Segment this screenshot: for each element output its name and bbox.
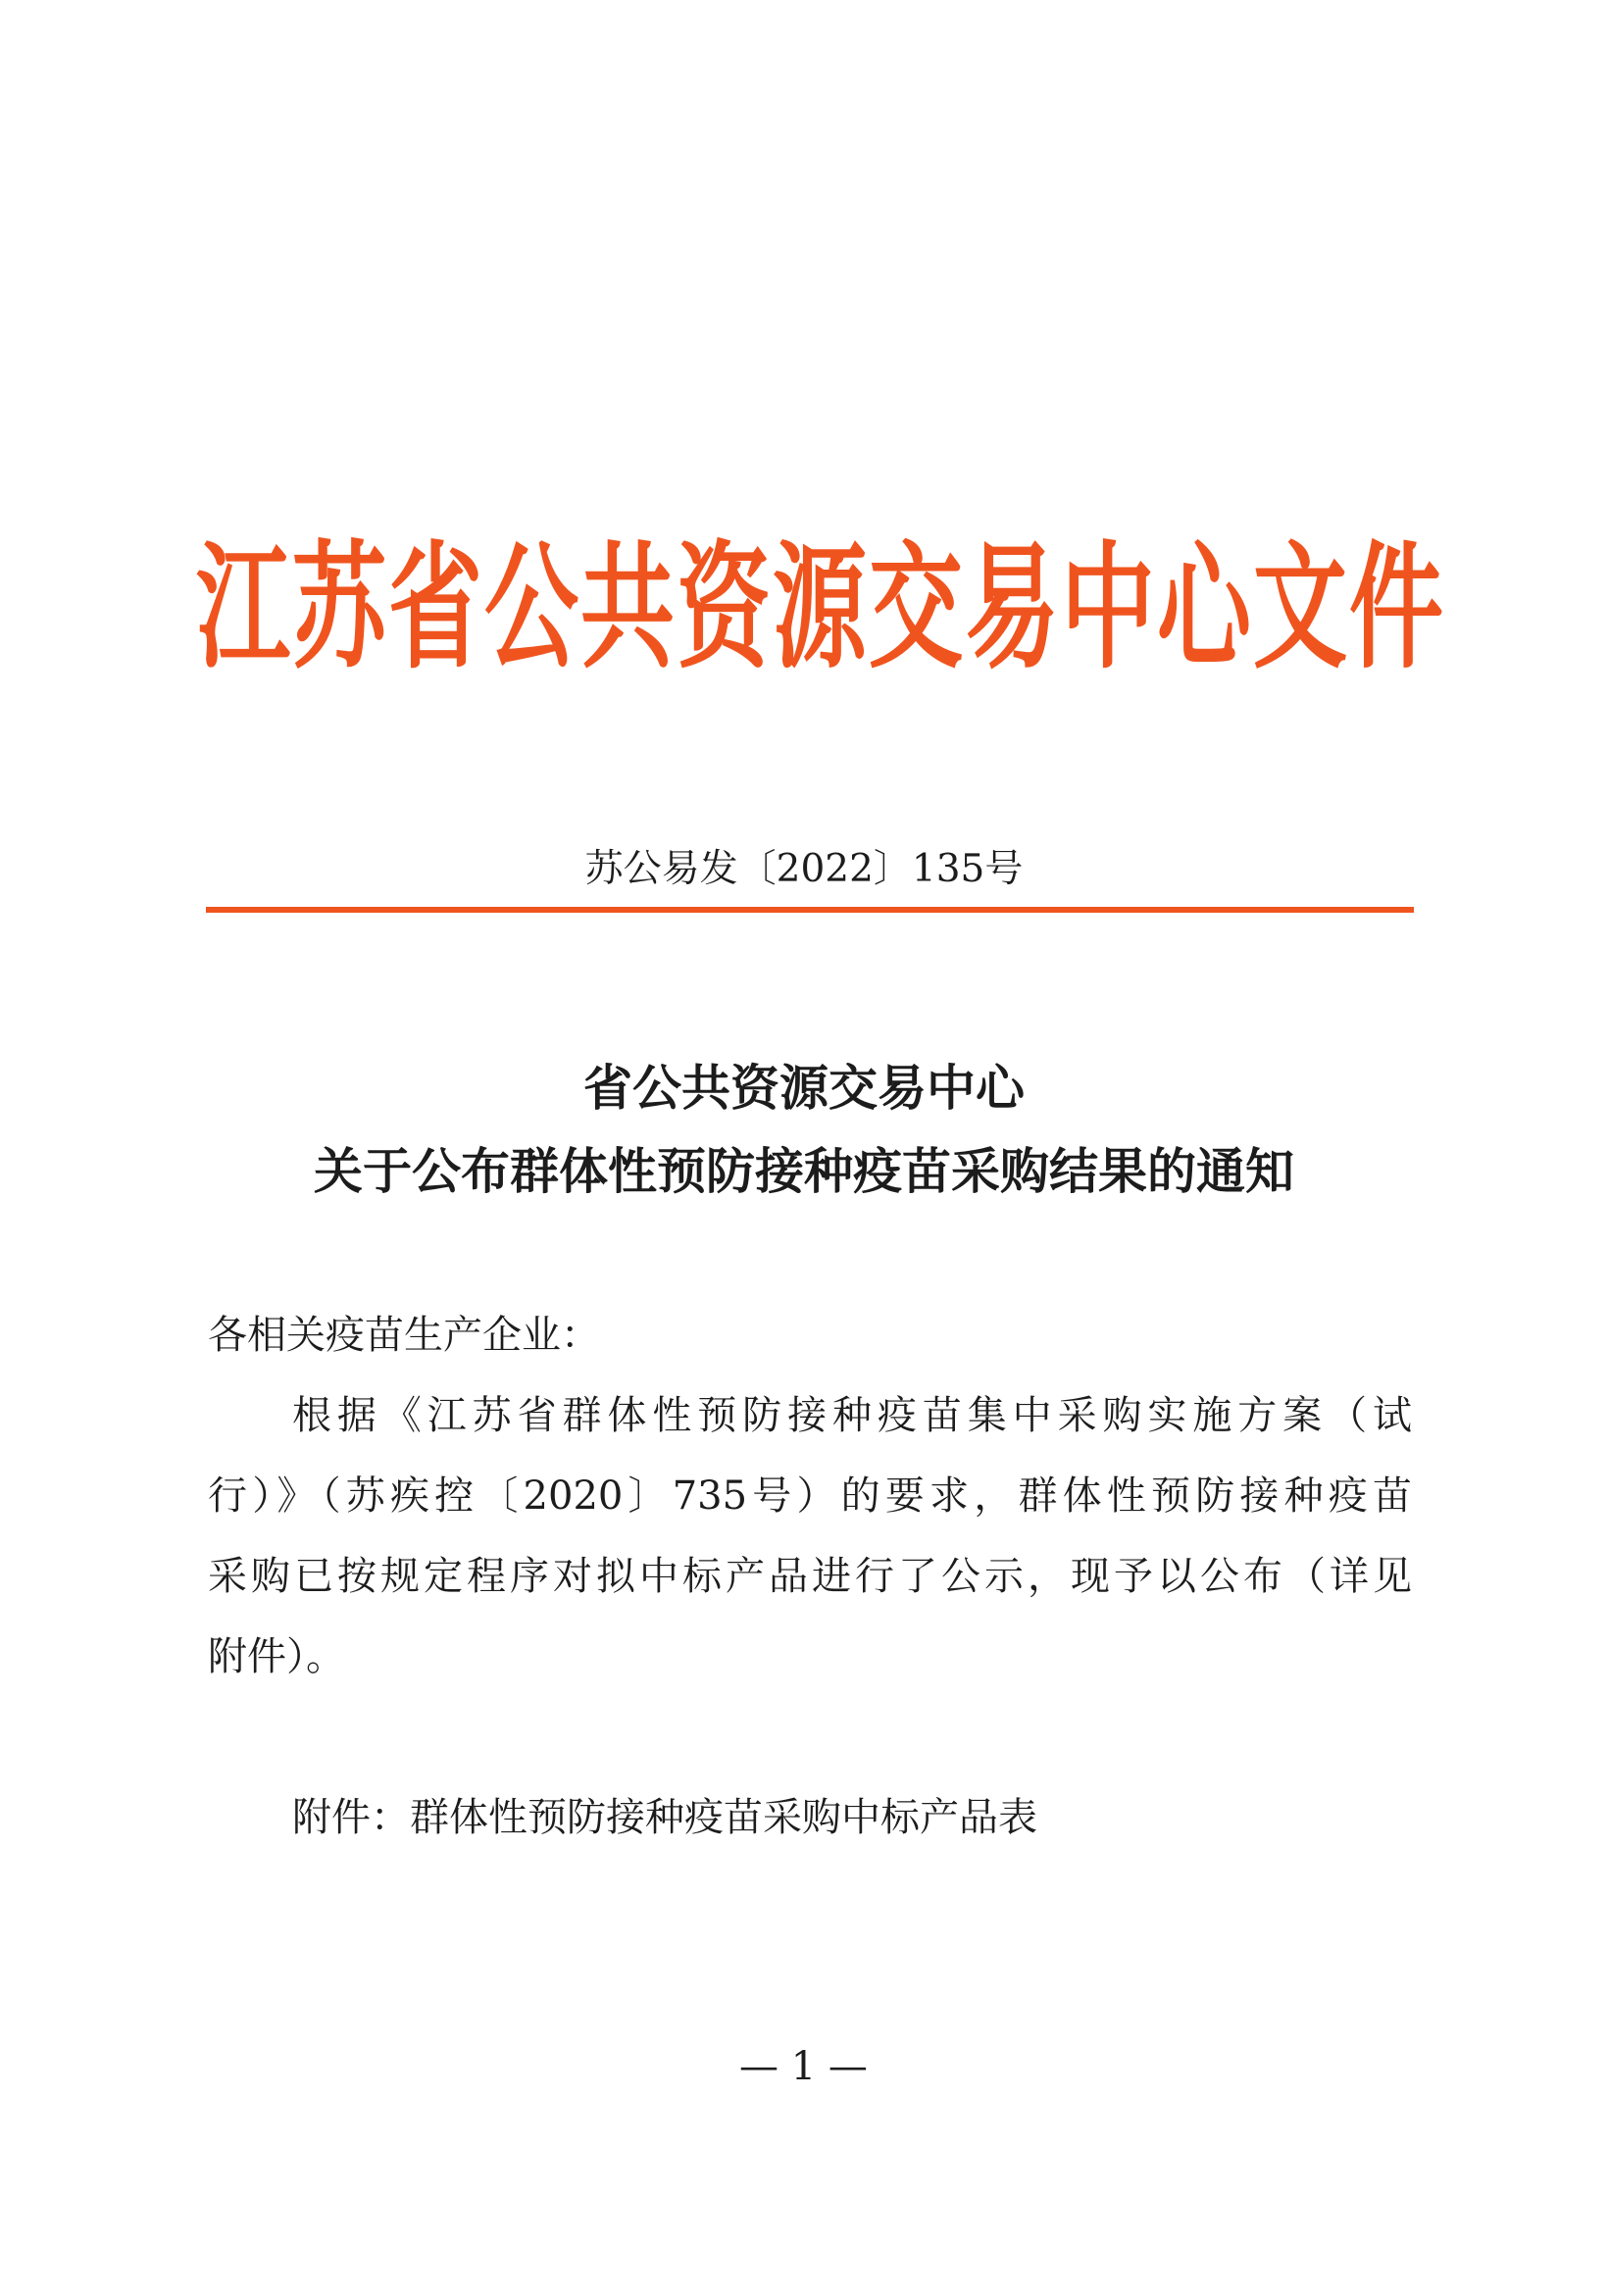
notice-title-line-2: 关于公布群体性预防接种疫苗采购结果的通知 bbox=[314, 1142, 1294, 1200]
body-line-3: 采购已按规定程序对拟中标产品进行了公示，现予以公布（详见 bbox=[208, 1554, 1412, 1599]
body-line-4: 附件）。 bbox=[208, 1634, 345, 1679]
red-divider-line bbox=[206, 907, 1414, 913]
document-number: 苏公易发〔2022〕135号 bbox=[584, 847, 1024, 891]
salutation: 各相关疫苗生产企业： bbox=[208, 1313, 600, 1358]
body-line-1: 根据《江苏省群体性预防接种疫苗集中采购实施方案（试 bbox=[292, 1393, 1412, 1438]
attachment-line: 附件：群体性预防接种疫苗采购中标产品表 bbox=[292, 1795, 1037, 1840]
org-file-title: 江苏省公共资源交易中心文件 bbox=[196, 528, 1445, 688]
notice-title-line-1: 省公共资源交易中心 bbox=[583, 1059, 1025, 1117]
body-line-2: 行）》（苏疾控〔2020〕735号）的要求，群体性预防接种疫苗 bbox=[208, 1473, 1412, 1519]
page-number: — 1 — bbox=[739, 2044, 868, 2089]
